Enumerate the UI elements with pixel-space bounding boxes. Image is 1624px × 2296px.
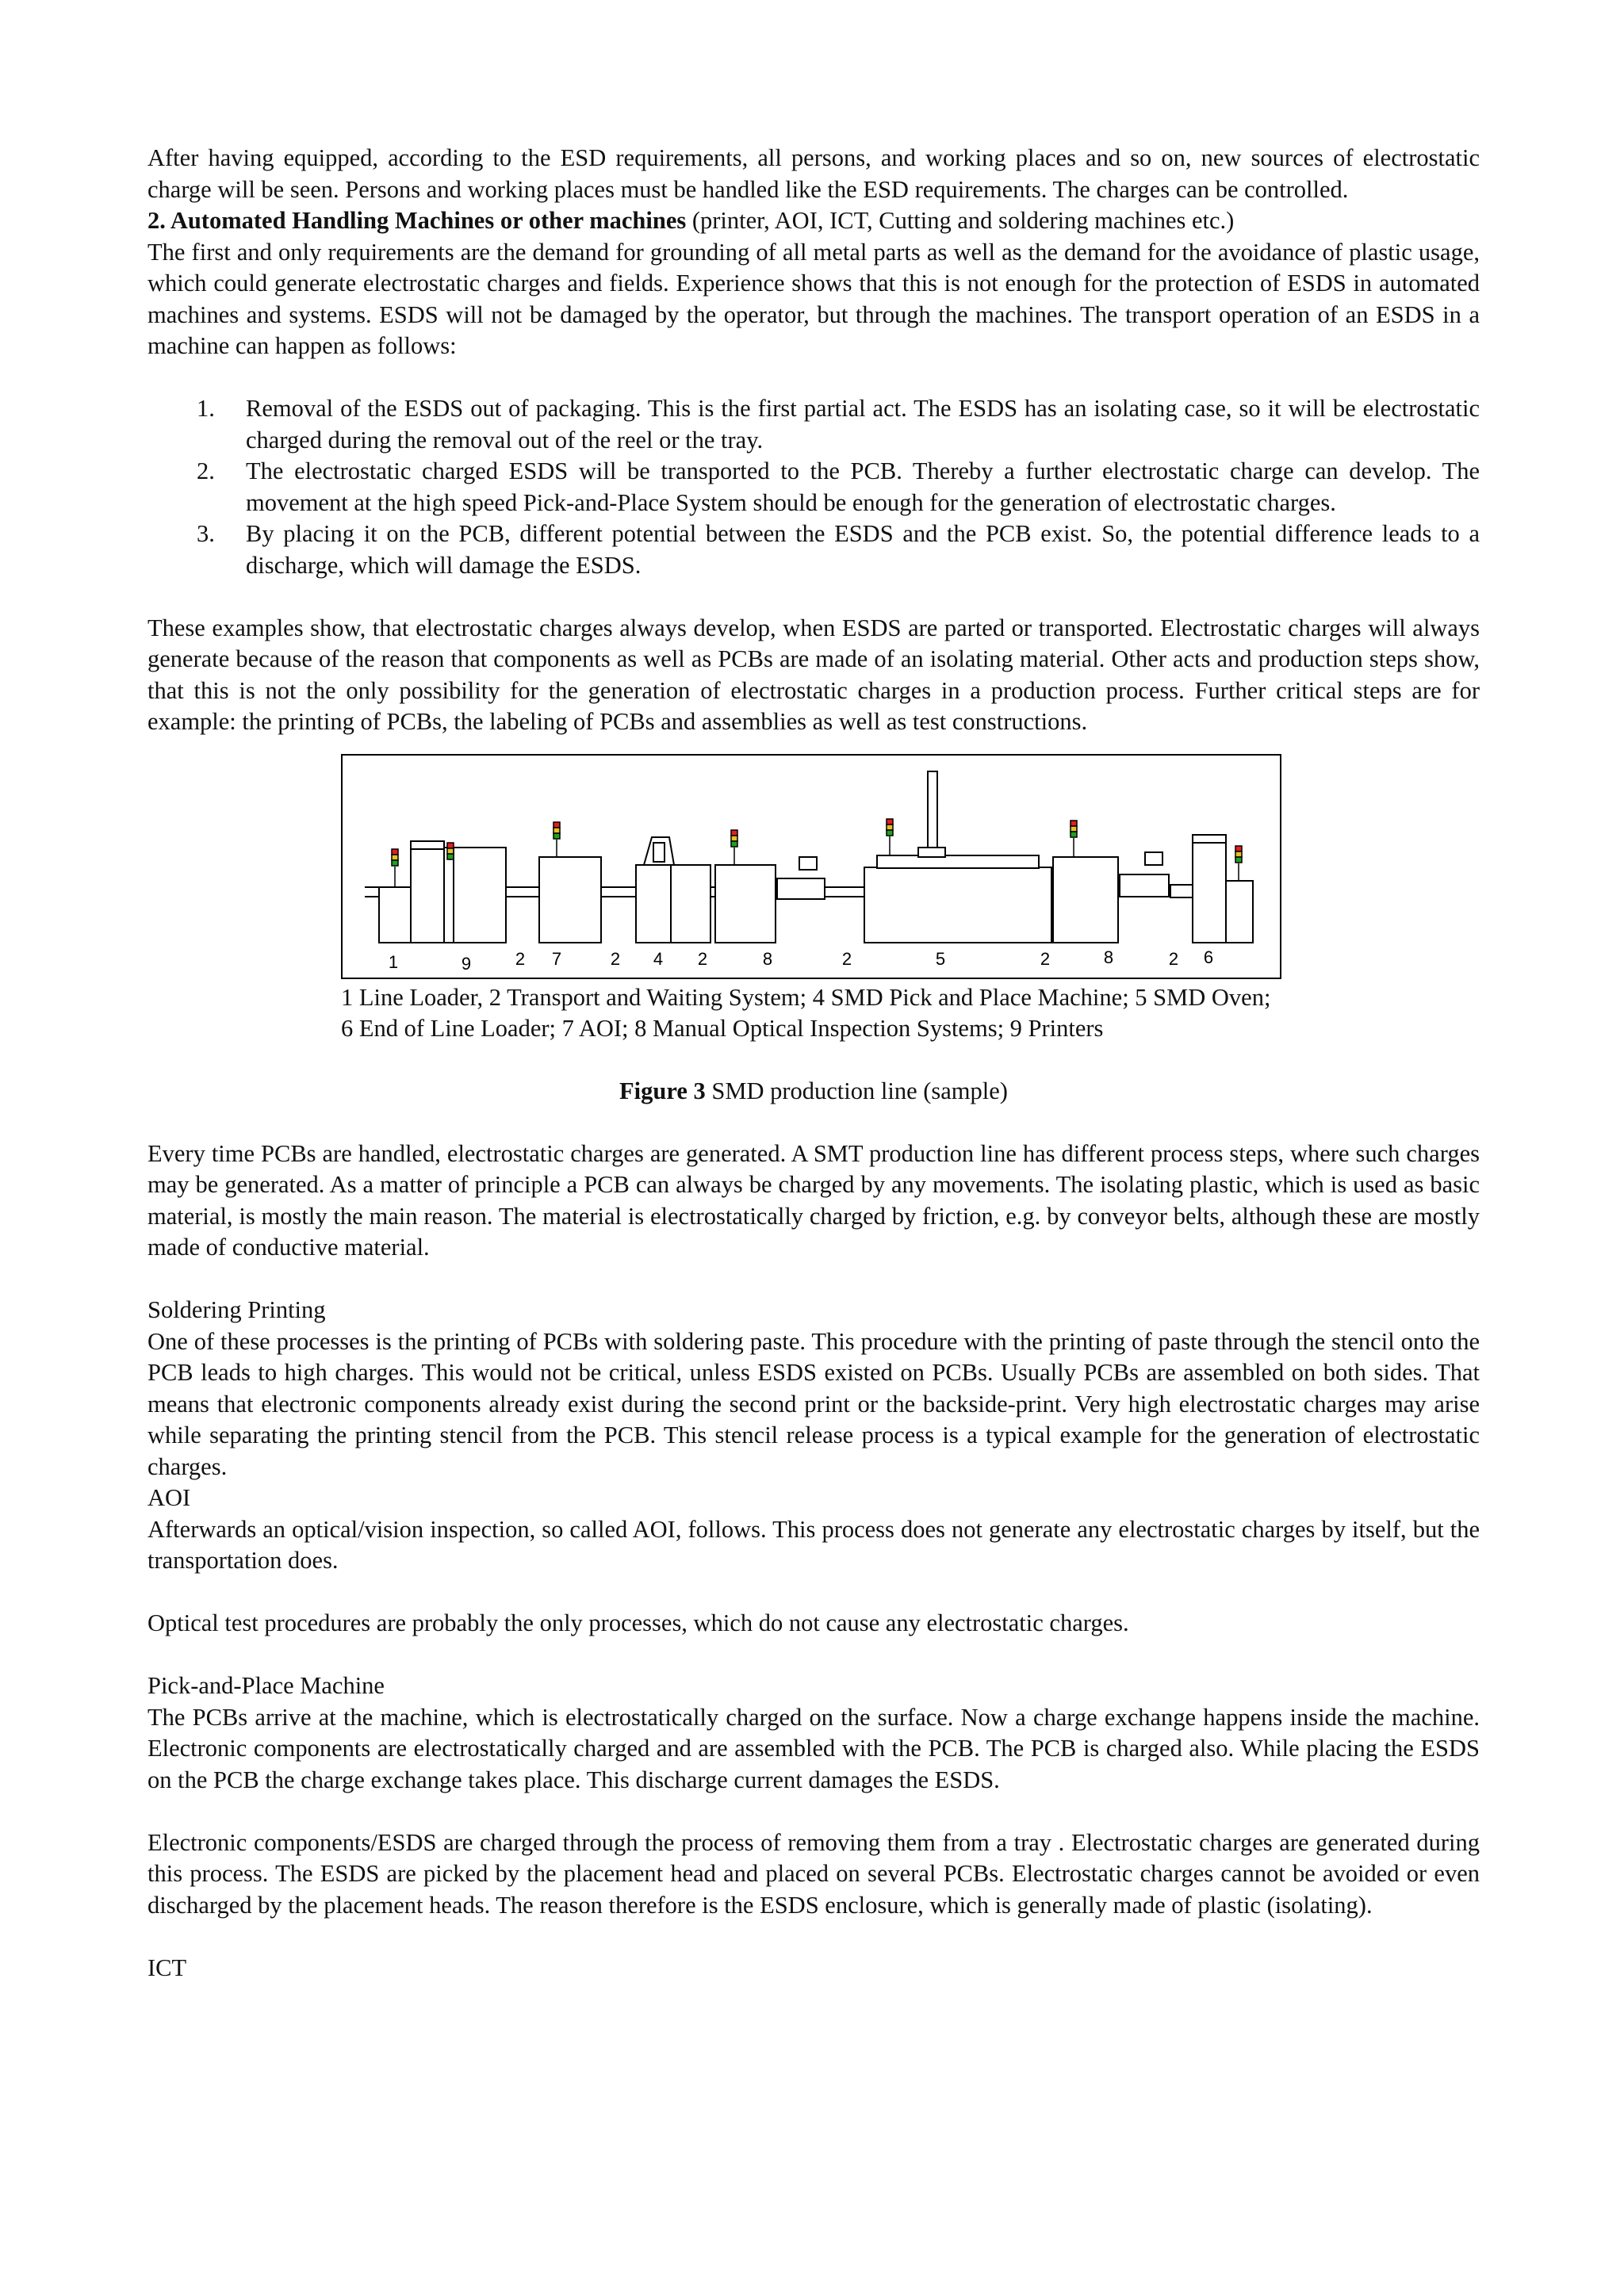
- section-2-body: The first and only requirements are the demand for grounding of all metal parts as well as the demand for the avoidance of plastic usage, which could generate electrostatic charges and fields. Experience shows that this is not enough for the protection of ESDS in automated machines and systems. ESDS will not be damaged by the operator, but through the machines. The transport operation of an ESDS in a machine can happen as follows:: [147, 238, 1480, 359]
- machine-end-loader-top: [1193, 835, 1226, 843]
- machine-printer-top: [411, 841, 444, 849]
- section-2-heading: [147, 205, 1480, 237]
- list-item: [147, 519, 1480, 581]
- list-item-text: The electrostatic charged ESDS will be transported to the PCB. Thereby a further electrostatic charge can develop. The movement at the high speed Pick-and-Place System should be enough for the generation of electrostatic charges.: [246, 457, 1480, 516]
- station-label: 8: [1103, 947, 1114, 967]
- list-item-text: By placing it on the PCB, different potential between the ESDS and the PCB exist. So, the potential difference leads to a discharge, which will damage the ESDS.: [246, 520, 1480, 579]
- transport-steps-list: [147, 393, 1480, 581]
- list-item: [147, 393, 1480, 456]
- monitor: [799, 857, 817, 870]
- oven-chimney: [928, 771, 937, 851]
- section-2-subtitle: (printer, AOI, ICT, Cutting and soldering machines etc.): [686, 207, 1235, 234]
- machine-printer: [411, 848, 444, 943]
- machine-transport: [444, 848, 454, 943]
- soldering-heading: Soldering Printing: [147, 1296, 326, 1323]
- signal-tower-icon: [1235, 846, 1242, 881]
- station-label: 8: [762, 948, 773, 969]
- machine-end-loader: [1226, 881, 1253, 943]
- optical-paragraph: Optical test procedures are probably the only processes, which do not cause any electrostatic charges.: [147, 1609, 1129, 1636]
- machine-pick-place: [636, 865, 671, 943]
- aoi-heading: AOI: [147, 1484, 191, 1511]
- pick-place-body: The PCBs arrive at the machine, which is electrostatically charged on the surface. Now a charge exchange happens inside the machine. Electronic components are electrostatically charged and are assembled with the PCB. The PCB is charged also. While placing the ESDS on the PCB the charge exchange takes place. This discharge current damages the ESDS.: [147, 1703, 1480, 1793]
- list-item: [147, 456, 1480, 519]
- inspection-table: [1120, 874, 1169, 897]
- machine-aoi: [454, 848, 506, 943]
- machine-manual-inspection: [1053, 857, 1118, 943]
- oven-chimney-base: [918, 848, 945, 857]
- figure-3: [147, 754, 1480, 992]
- station-label: 6: [1203, 947, 1214, 967]
- machine-smd-oven: [864, 867, 1051, 943]
- figure-caption-label: Figure 3: [619, 1077, 706, 1104]
- signal-tower-icon: [1071, 821, 1077, 857]
- machine-line-loader: [379, 887, 412, 943]
- soldering-body: One of these processes is the printing of PCBs with soldering paste. This procedure with the printing of paste through the stencil onto the PCB leads to high charges. This would not be critical, unless ESDS existed on PCBs. Usually PCBs are assembled on both sides. That means that electronic components already exist during the second print or the backside-print. Very high electrostatic charges may arise while separating the printing stencil from the PCB. This stencil release process is a typical example for the generation of electrostatic charges.: [147, 1327, 1480, 1480]
- machine-transport: [539, 857, 601, 943]
- figure-caption: [147, 1076, 1480, 1108]
- station-label: 2: [697, 948, 708, 969]
- station-label: 2: [841, 948, 852, 969]
- legend-line: 1 Line Loader, 2 Transport and Waiting System; 4 SMD Pick and Place Machine; 5 SMD Oven;: [341, 983, 1271, 1011]
- document-page: [147, 143, 1480, 1984]
- station-label: 5: [935, 948, 946, 969]
- station-label: 2: [515, 948, 526, 969]
- aoi-body: Afterwards an optical/vision inspection, so called AOI, follows. This process does not generate any electrostatic charges by itself, but the transportation does.: [147, 1515, 1480, 1574]
- list-item-number: 3.: [197, 520, 215, 547]
- signal-tower-icon: [447, 843, 454, 860]
- legend-line: 6 End of Line Loader; 7 AOI; 8 Manual Optical Inspection Systems; 9 Printers: [341, 1015, 1104, 1042]
- station-label: 2: [610, 948, 621, 969]
- list-item-number: 2.: [197, 457, 215, 484]
- station-label: 2: [1168, 948, 1179, 969]
- station-label: 1: [388, 951, 399, 972]
- station-label: 7: [551, 948, 562, 969]
- components-paragraph: Electronic components/ESDS are charged through the process of removing them from a tray . Electrostatic charges are generated during this process. The ESDS are picked by the placement head and placed on several PCBs. Electrostatic charges cannot be avoided or even discharged by the placement heads. The reason therefore is the ESDS enclosure, which is generally made of plastic (isolating).: [147, 1828, 1480, 1919]
- smd-production-line-diagram: [341, 754, 1281, 984]
- inspection-table: [777, 878, 825, 899]
- monitor: [1145, 852, 1162, 865]
- pick-place-window: [653, 843, 665, 862]
- station-label: 2: [1040, 948, 1051, 969]
- signal-tower-icon: [392, 849, 398, 887]
- machine-end-loader: [1193, 841, 1226, 943]
- machine-pick-place: [671, 865, 710, 943]
- examples-paragraph: These examples show, that electrostatic charges always develop, when ESDS are parted or transported. Electrostatic charges will always generate because of the reason that components as well as PCBs are made of an isolating material. Other acts and production steps show, that this is not the only possibility for the generation of electrostatic charges in a production process. Further critical steps are for example: the printing of PCBs, the labeling of PCBs and assemblies as well as test constructions.: [147, 614, 1480, 735]
- oven-top: [877, 855, 1039, 868]
- ict-heading: ICT: [147, 1954, 187, 1981]
- every-time-paragraph: Every time PCBs are handled, electrostatic charges are generated. A SMT production line has different process steps, where such charges may be generated. As a matter of principle a PCB can always be charged by any movements. The isolating plastic, which is used as basic material, is mostly the main reason. The material is electrostatically charged by friction, e.g. by conveyor belts, although these are mostly made of conductive material.: [147, 1139, 1480, 1261]
- station-label: 9: [461, 953, 472, 974]
- intro-paragraph: After having equipped, according to the ESD requirements, all persons, and working places and so on, new sources of electrostatic charge will be seen. Persons and working places must be handled like the ESD requirements. The charges can be controlled.: [147, 144, 1480, 203]
- signal-tower-icon: [553, 822, 560, 857]
- list-item-number: 1.: [197, 395, 215, 422]
- machine-transport: [1170, 885, 1193, 897]
- list-item-text: Removal of the ESDS out of packaging. This is the first partial act. The ESDS has an isolating case, so it will be electrostatic charged during the removal out of the reel or the tray.: [246, 395, 1480, 453]
- signal-tower-icon: [731, 830, 737, 865]
- signal-tower-icon: [887, 819, 893, 855]
- machine-manual-inspection: [715, 865, 776, 943]
- pick-place-heading: Pick-and-Place Machine: [147, 1672, 385, 1699]
- figure-caption-text: SMD production line (sample): [705, 1077, 1008, 1104]
- section-2-title: 2. Automated Handling Machines or other machines: [147, 207, 687, 234]
- station-label: 4: [653, 948, 664, 969]
